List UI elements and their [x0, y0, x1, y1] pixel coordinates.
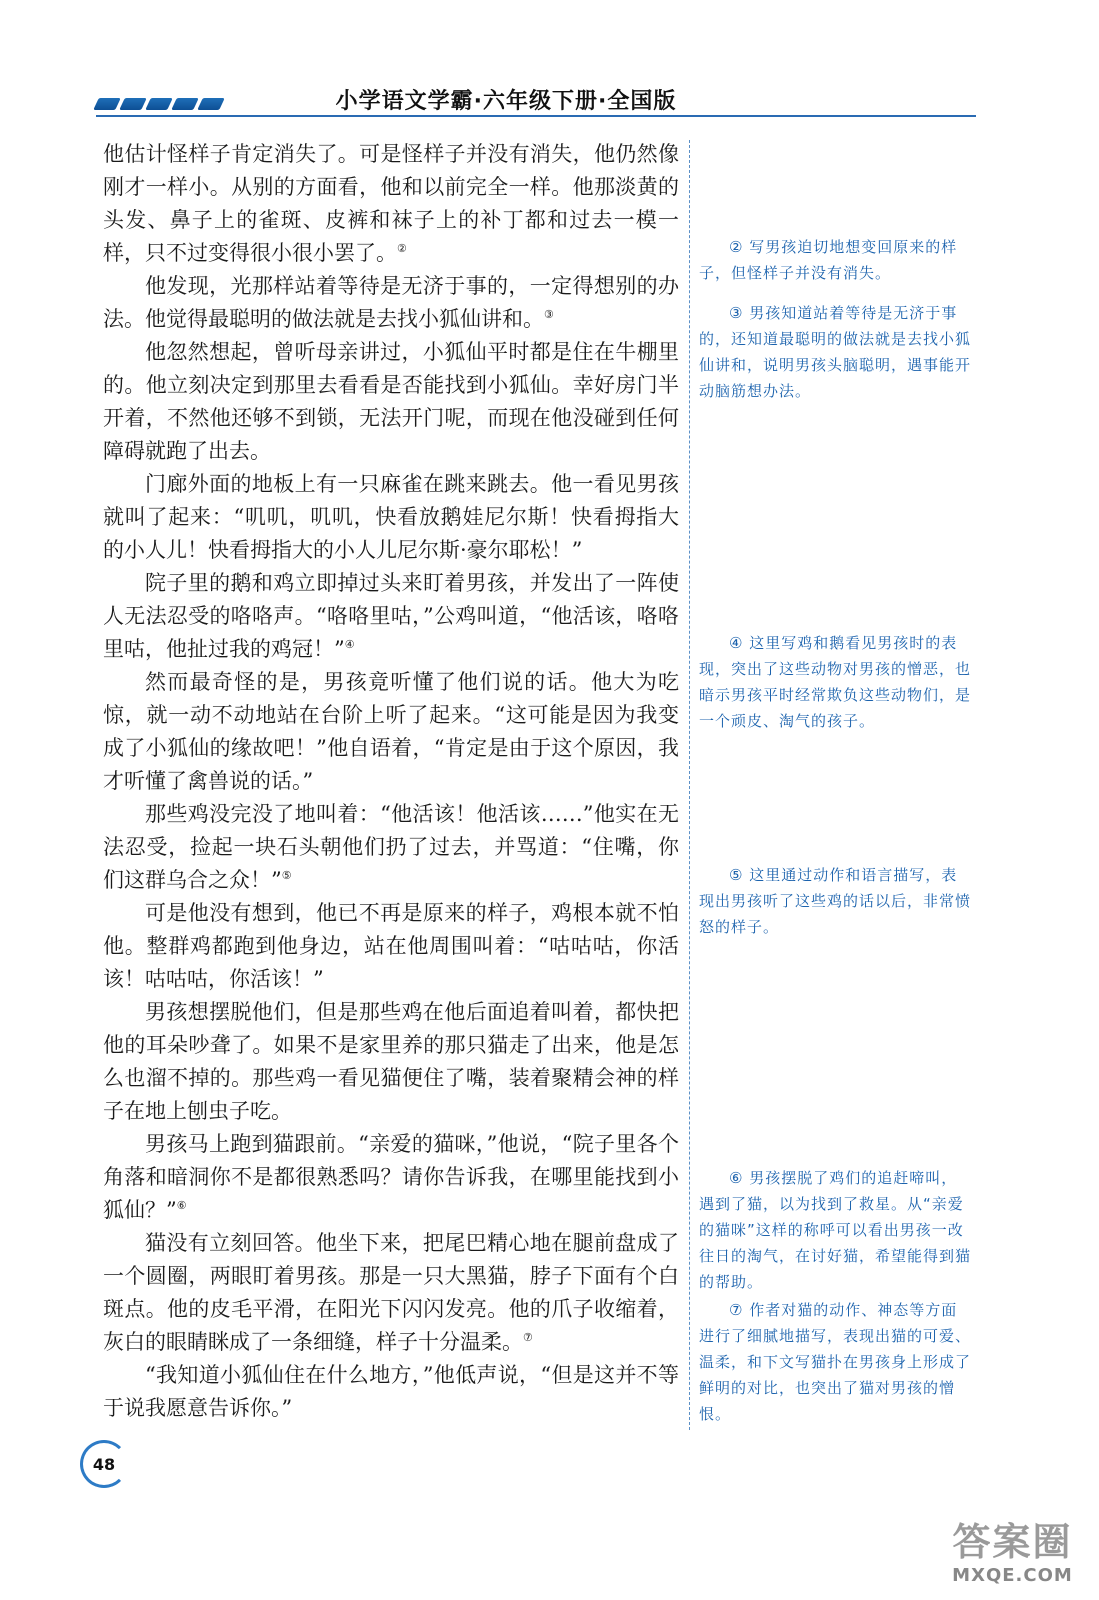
column-divider [689, 140, 691, 1430]
paragraph: 院子里的鹅和鸡立即掉过头来盯着男孩，并发出了一阵使人无法忍受的咯咯声。“咯咯里咕，”公鸡叫道，“他活该，咯咯里咕，他扯过我的鸡冠！”④ [103, 571, 679, 661]
side-note-4: ④ 这里写鸡和鹅看见男孩时的表现，突出了这些动物对男孩的憎恶，也暗示男孩平时经常欺负这些动物们，是一个顽皮、淘气的孩子。 [699, 634, 972, 730]
paragraph: 猫没有立刻回答。他坐下来，把尾巴精心地在腿前盘成了一个圆圈，两眼盯着男孩。那是一只大黑猫，脖子下面有个白斑点。他的皮毛平滑，在阳光下闪闪发亮。他的爪子收缩着，灰白的眼睛眯成了一条细缝，样子十分温柔。⑦ [103, 1231, 679, 1354]
main-text [103, 138, 679, 1425]
annotation-mark: ⑤ [281, 869, 292, 882]
header-title: 小学语文学霸·六年级下册·全国版 [335, 89, 677, 114]
paragraph: “我知道小狐仙住在什么地方，”他低声说，“但是这并不等于说我愿意告诉你。” [103, 1363, 679, 1420]
watermark-domain: MXQE.COM [952, 1565, 1073, 1586]
page-number: 48 [80, 1440, 128, 1488]
header-rule [96, 115, 976, 117]
paragraph: 他估计怪样子肯定消失了。可是怪样子并没有消失，他仍然像刚才一样小。从别的方面看，他和以前完全一样。他那淡黄的头发、鼻子上的雀斑、皮裤和袜子上的补丁都和过去一模一样，只不过变得很小很小罢了。② [103, 142, 679, 265]
header-stripe-decoration [96, 98, 224, 112]
annotation-mark: ② [397, 242, 407, 255]
annotation-mark: ③ [544, 308, 554, 321]
paragraph: 他发现，光那样站着等待是无济于事的，一定得想别的办法。他觉得最聪明的做法就是去找小狐仙讲和。③ [103, 274, 679, 331]
paragraph: 门廊外面的地板上有一只麻雀在跳来跳去。他一看见男孩就叫了起来：“叽叽，叽叽，快看放鹅娃尼尔斯！快看拇指大的小人儿！快看拇指大的小人儿尼尔斯·豪尔耶松！” [103, 472, 679, 562]
side-note-2: ② 写男孩迫切地想变回原来的样子，但怪样子并没有消失。 [699, 238, 958, 282]
side-note-7: ⑦ 作者对猫的动作、神态等方面进行了细腻地描写，表现出猫的可爱、温柔，和下文写猫扑在男孩身上形成了鲜明的对比，也突出了猫对男孩的憎恨。 [699, 1301, 972, 1423]
paragraph: 可是他没有想到，他已不再是原来的样子，鸡根本就不怕他。整群鸡都跑到他身边，站在他周围叫着：“咕咕咕，你活该！咕咕咕，你活该！” [103, 901, 679, 991]
paragraph: 他忽然想起，曾听母亲讲过，小狐仙平时都是住在牛棚里的。他立刻决定到那里去看看是否能找到小狐仙。幸好房门半开着，不然他还够不到锁，无法开门呢，而现在他没碰到任何障碍就跑了出去。 [103, 340, 679, 463]
side-note-5: ⑤ 这里通过动作和语言描写，表现出男孩听了这些鸡的话以后，非常愤怒的样子。 [699, 866, 972, 936]
paragraph: 然而最奇怪的是，男孩竟听懂了他们说的话。他大为吃惊，就一动不动地站在台阶上听了起来。“这可能是因为我变成了小狐仙的缘故吧！”他自语着，“肯定是由于这个原因，我才听懂了禽兽说的话。” [103, 670, 679, 793]
paragraph: 男孩马上跑到猫跟前。“亲爱的猫咪，”他说，“院子里各个角落和暗洞你不是都很熟悉吗？请你告诉我，在哪里能找到小狐仙？”⑥ [103, 1132, 679, 1222]
side-note-3: ③ 男孩知道站着等待是无济于事的，还知道最聪明的做法就是去找小狐仙讲和，说明男孩头脑聪明，遇事能开动脑筋想办法。 [699, 304, 972, 400]
annotation-mark: ⑦ [523, 1331, 533, 1344]
page-header [96, 84, 976, 118]
annotation-mark: ⑥ [176, 1199, 187, 1212]
side-note-6: ⑥ 男孩摆脱了鸡们的追赶啼叫，遇到了猫，以为找到了救星。从“亲爱的猫咪”这样的称呼可以看出男孩一改往日的淘气，在讨好猫，希望能得到猫的帮助。 [699, 1169, 972, 1291]
watermark [930, 1520, 1095, 1594]
watermark-logo: 答案圈 [952, 1520, 1073, 1564]
paragraph: 那些鸡没完没了地叫着：“他活该！他活该……”他实在无法忍受，捡起一块石头朝他们扔了过去，并骂道：“住嘴，你们这群乌合之众！”⑤ [103, 802, 679, 892]
annotation-mark: ④ [344, 638, 355, 651]
paragraph: 男孩想摆脱他们，但是那些鸡在他后面追着叫着，都快把他的耳朵吵聋了。如果不是家里养的那只猫走了出来，他是怎么也溜不掉的。那些鸡一看见猫便住了嘴，装着聚精会神的样子在地上刨虫子吃。 [103, 1000, 679, 1123]
